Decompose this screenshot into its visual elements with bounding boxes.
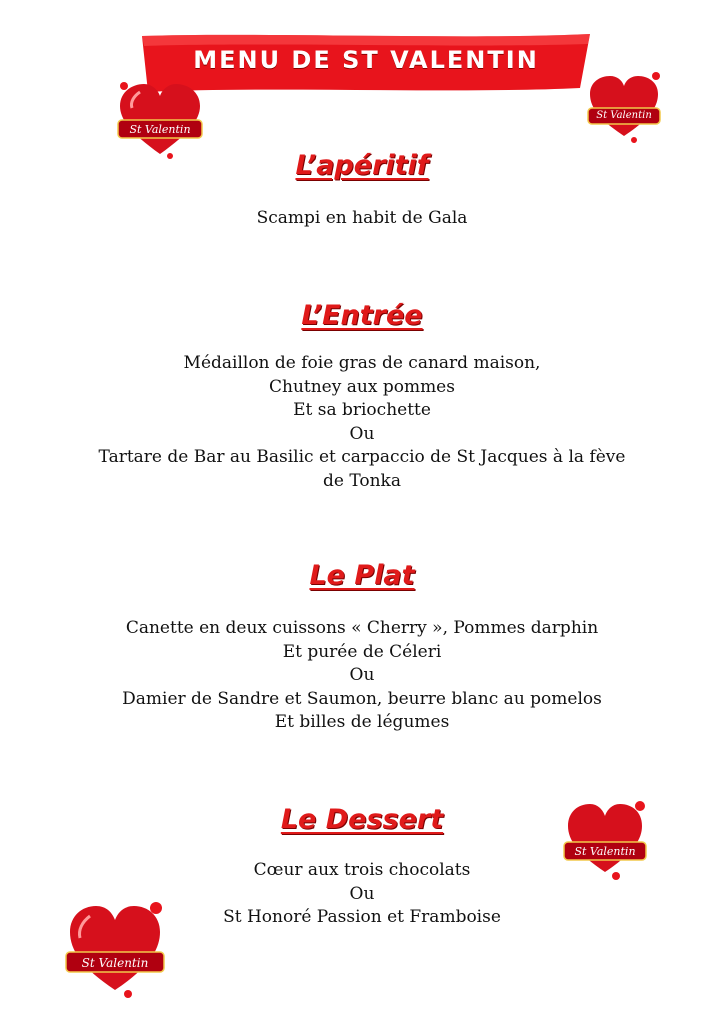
menu-line: Médaillon de foie gras de canard maison,: [183, 353, 541, 373]
section-body-entree: [20, 352, 704, 493]
menu-line: Damier de Sandre et Saumon, beurre blanc au pomelos: [122, 688, 602, 709]
menu-line: Ou: [349, 423, 375, 444]
menu-line: Ou: [349, 665, 375, 685]
heart-label: St Valentin: [596, 110, 652, 121]
section-title-aperitif: L’apéritif: [295, 150, 429, 181]
section-title-plat: Le Plat: [309, 560, 415, 591]
heart-label: St Valentin: [574, 845, 636, 858]
section-body-dessert: [60, 859, 664, 930]
heart-logo-top-right: [584, 70, 664, 146]
menu-line: Et sa briochette: [293, 400, 431, 420]
menu-line: Canette en deux cuissons « Cherry », Pommes darphin: [125, 618, 599, 638]
menu-line: Tartare de Bar au Basilic et carpaccio de St Jacques à la fève: [98, 447, 626, 467]
menu-line: St Honoré Passion et Framboise: [223, 907, 501, 927]
menu-line: Scampi en habit de Gala: [256, 208, 468, 228]
menu-title: MENU DE ST VALENTIN: [193, 46, 539, 74]
menu-line: Et billes de légumes: [274, 712, 450, 732]
section-body-plat: [20, 617, 704, 735]
menu-line: Et purée de Céleri: [282, 641, 442, 662]
menu-line: Ou: [349, 883, 375, 904]
section-body-aperitif: [60, 207, 664, 231]
heart-label: St Valentin: [129, 123, 191, 136]
heart-label: St Valentin: [81, 956, 149, 970]
section-title-entree: L’Entrée: [301, 300, 423, 331]
menu-line: de Tonka: [323, 470, 401, 491]
section-title-dessert: Le Dessert: [280, 804, 444, 835]
menu-line: Cœur aux trois chocolats: [253, 860, 471, 880]
menu-line: Chutney aux pommes: [269, 376, 455, 397]
